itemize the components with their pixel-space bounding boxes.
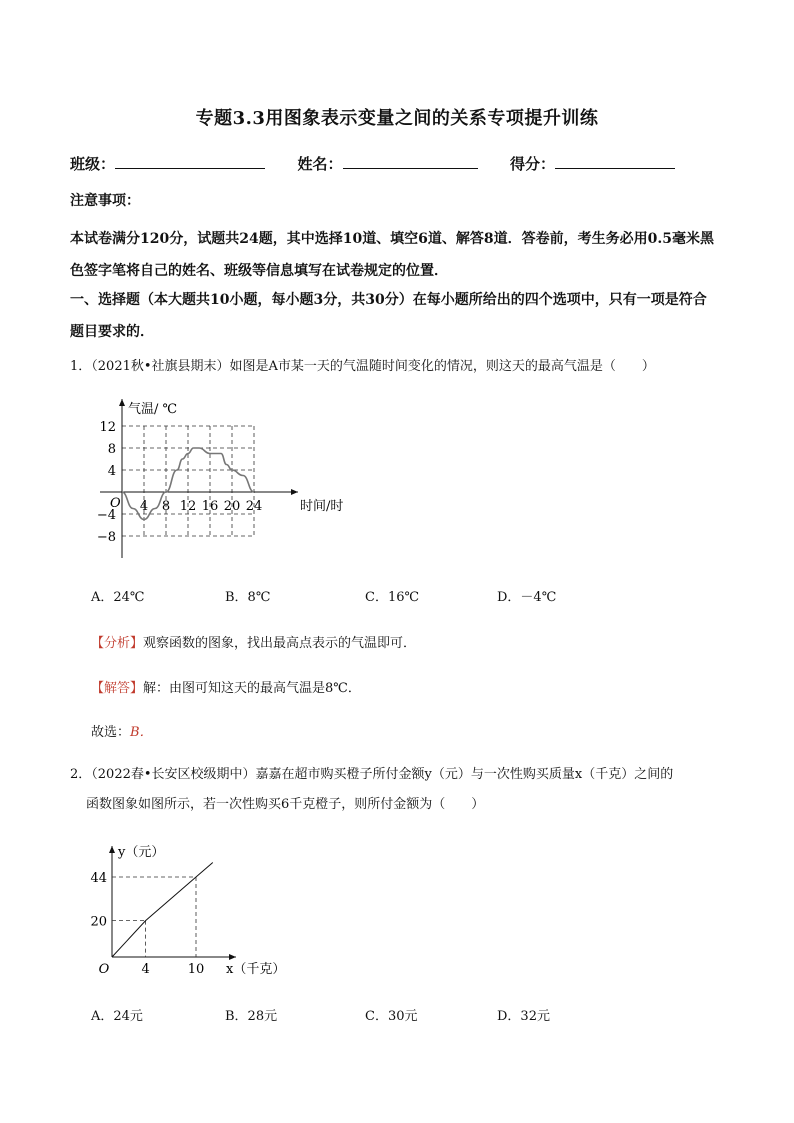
- q1-analysis: [91, 632, 416, 651]
- notice-body: [70, 223, 730, 287]
- q2-stem: [70, 760, 730, 820]
- x-axis-arrow: [291, 489, 298, 495]
- score-label: 得分：: [509, 155, 555, 173]
- student-info-row: [70, 153, 675, 174]
- q2-option-a[interactable]: A．24元: [91, 1009, 143, 1024]
- y-tick-label: 44: [90, 871, 107, 886]
- y-tick-label: 12: [99, 420, 116, 435]
- q2-option-b[interactable]: B．28元: [225, 1009, 278, 1024]
- x-tick-label: 10: [187, 962, 205, 977]
- q1-solution-text: 解：由图可知这天的最高气温是8℃．: [143, 681, 361, 696]
- name-blank[interactable]: [343, 154, 478, 169]
- name-label: 姓名：: [297, 155, 343, 173]
- notice-heading: 注意事项：: [70, 193, 140, 209]
- section-heading: [70, 284, 730, 348]
- class-blank[interactable]: [115, 154, 265, 169]
- q2-chart-group: [90, 845, 285, 977]
- notice-line-2: 色签字笔将自己的姓名、班级等信息填写在试卷规定的位置．: [70, 263, 448, 279]
- x-tick-label: 8: [161, 499, 171, 514]
- page-title: 专题3.3用图象表示变量之间的关系专项提升训练: [195, 108, 599, 129]
- y-axis-label: y（元）: [118, 845, 165, 860]
- section-line-1: 一、选择题（本大题共10小题，每小题3分，共30分）在每小题所给出的四个选项中，只有一项是符合: [70, 292, 707, 308]
- q1-option-b[interactable]: B．8℃: [225, 590, 271, 605]
- y-tick-label: 4: [107, 464, 116, 479]
- x-axis-label: 时间/时: [300, 499, 344, 514]
- x-tick-label: 4: [139, 499, 149, 514]
- q1-option-a[interactable]: A．24℃: [91, 590, 145, 605]
- q2-option-c[interactable]: C．30元: [365, 1009, 418, 1024]
- x-tick-label: 20: [223, 499, 241, 514]
- q1-choice-label: 故选：: [91, 725, 131, 740]
- section-line-2: 题目要求的．: [70, 324, 154, 340]
- y-axis-label: 气温/ ℃: [128, 402, 178, 417]
- x-tick-label: 4: [141, 962, 150, 977]
- q1-solution-tag: 【解答】: [91, 681, 144, 696]
- x-axis-arrow: [229, 954, 236, 960]
- x-tick-label: 24: [245, 499, 263, 514]
- q1-analysis-tag: 【分析】: [91, 636, 144, 651]
- x-axis-label: x（千克）: [226, 962, 286, 977]
- class-label: 班级：: [70, 155, 116, 173]
- q1-chart-group: [97, 399, 344, 558]
- y-tick-label: 20: [90, 914, 107, 930]
- q1-option-c[interactable]: C．16℃: [365, 590, 420, 605]
- y-axis-arrow: [119, 399, 125, 406]
- y-tick-label: −8: [96, 530, 116, 545]
- q1-analysis-text: 观察函数的图象，找出最高点表示的气温即可．: [143, 636, 417, 651]
- x-tick-label: 16: [201, 499, 219, 514]
- score-blank[interactable]: [555, 154, 675, 169]
- q2-stem-line-1: 2．（2022春•长安区校级期中）嘉嘉在超市购买橙子所付金额y（元）与一次性购买质量x（千克）之间的: [70, 767, 674, 782]
- origin-label: O: [110, 496, 121, 511]
- q1-stem: 1．（2021秋•社旗县期末）如图是A市某一天的气温随时间变化的情况，则这天的最高气温是（ ）: [70, 359, 655, 374]
- origin-label: O: [98, 962, 110, 977]
- y-tick-label: −4: [96, 508, 116, 523]
- notice-line-1: 本试卷满分120分，试题共24题，其中选择10道、填空6道、解答8道．答卷前，考生务必用0.5毫米黑: [70, 231, 715, 247]
- q1-option-d[interactable]: D．－4℃: [497, 590, 557, 605]
- q2-price-chart: [86, 838, 306, 983]
- q2-stem-line-2: 函数图象如图所示，若一次性购买6千克橙子，则所付金额为（ ）: [86, 797, 485, 812]
- q1-temperature-chart: [86, 393, 346, 563]
- q1-solution: [91, 677, 361, 696]
- q1-choice: [91, 721, 153, 740]
- q2-option-d[interactable]: D．32元: [497, 1009, 550, 1024]
- q1-choice-value: B．: [130, 725, 153, 740]
- y-tick-label: 8: [107, 442, 116, 457]
- x-tick-label: 12: [179, 499, 197, 514]
- y-axis-arrow: [109, 846, 115, 853]
